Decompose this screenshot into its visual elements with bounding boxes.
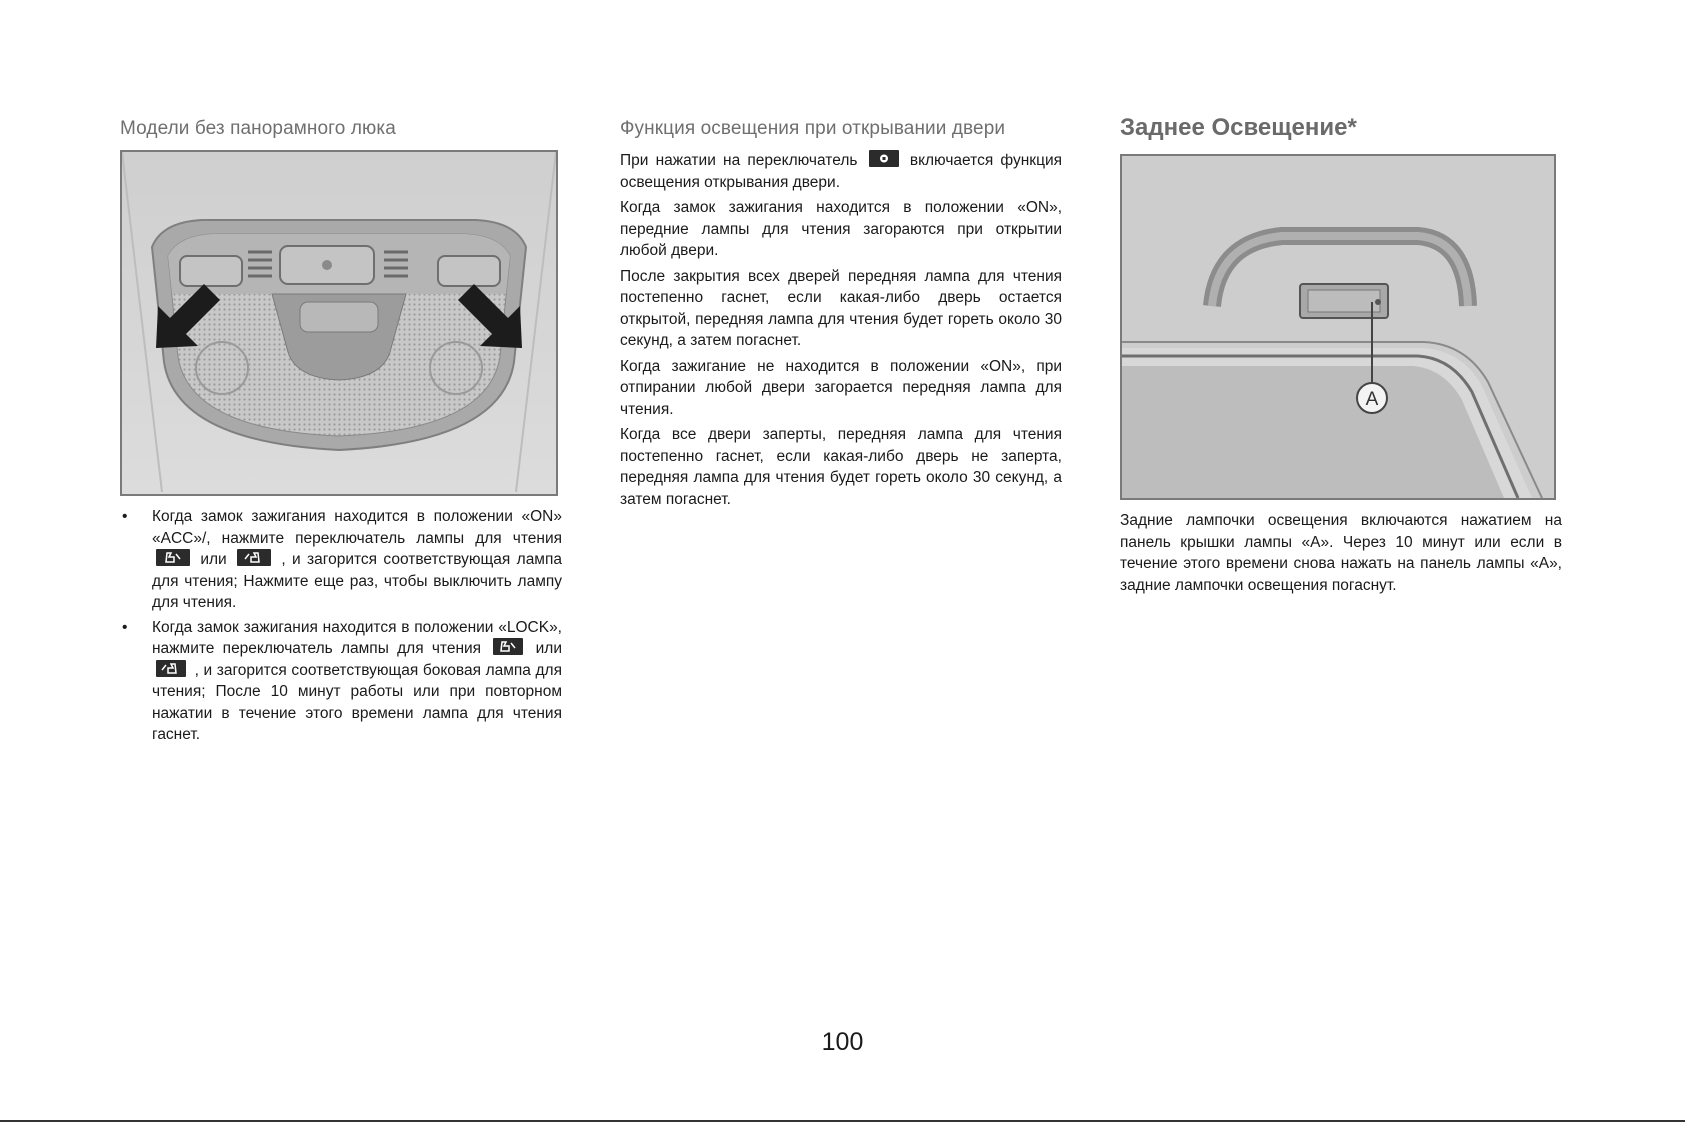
paragraph-ignition-on: Когда замок зажигания находится в положении «ON», передние лампы для чтения загораются при открытии любой двери. xyxy=(620,199,1062,259)
reading-lamp-right-icon xyxy=(237,549,271,566)
paragraph-door-switch xyxy=(620,150,1062,193)
rear-lamp-figure xyxy=(1120,154,1556,500)
bullet-item-lock xyxy=(120,617,562,746)
callout-label-a: A xyxy=(1365,389,1379,410)
paragraph-doors-closed: После закрытия всех дверей передняя лампа для чтения постепенно гаснет, если какая-либо дверь остается открытой, передняя лампа для чтения будет гореть около 30 секунд, а затем погаснет. xyxy=(620,267,1062,349)
bullet-1-text-a: Когда замок зажигания находится в положении «ON» «ACC»/, нажмите переключатель лампы для чтения xyxy=(152,508,562,547)
column-right xyxy=(1120,114,1562,600)
door-switch-text-a: При нажатии на переключатель xyxy=(620,152,858,169)
column-left xyxy=(120,118,562,749)
front-lamp-figure xyxy=(120,150,558,496)
section-heading-rear-light: Заднее Освещение* xyxy=(1120,114,1357,141)
section-heading-door-light: Функция освещения при открывании двери xyxy=(620,118,1006,139)
paragraph-rear-lamp: Задние лампочки освещения включаются нажатием на панель крышки лампы «A». Через 10 минут или если в течение этого времени снова нажать на панель лампы «A», задние лампочки освещения погаснут. xyxy=(1120,512,1562,594)
bullet-2-text-a: Когда замок зажигания находится в положении «LOCK», нажмите переключатель лампы для чтения xyxy=(152,618,562,657)
overhead-console-illustration xyxy=(122,152,556,494)
bullet-item-acc xyxy=(120,506,562,614)
page-number: 100 xyxy=(821,1028,864,1056)
reading-lamp-right-icon xyxy=(156,660,186,677)
bullet-mark: • xyxy=(122,618,128,636)
door-switch-text-b: включается функция освещения открывания двери. xyxy=(620,152,1062,191)
bullet-2-or: или xyxy=(535,640,562,657)
paragraph-doors-locked: Когда все двери заперты, передняя лампа для чтения постепенно гаснет, если какая-либо дверь не заперта, передняя лампа для чтения будет гореть около 30 секунд, а затем погаснет. xyxy=(620,426,1062,508)
bullet-2-text-b: , и загорится соответствующая боковая лампа для чтения; После 10 минут работы или при повторном нажатии в течение этого времени лампа для чтения гаснет. xyxy=(152,661,562,743)
bullet-list xyxy=(120,506,562,746)
section-heading-no-sunroof: Модели без панорамного люка xyxy=(120,118,396,139)
column-middle xyxy=(620,118,1062,514)
paragraph-ignition-off: Когда зажигание не находится в положении «ON», при отпирании любой двери загорается передняя лампа для чтения. xyxy=(620,357,1062,418)
reading-lamp-left-icon xyxy=(493,638,523,655)
bullet-mark: • xyxy=(122,508,128,525)
reading-lamp-left-icon xyxy=(156,549,190,566)
bullet-1-text-b: , и загорится соответствующая лампа для чтения; Нажмите еще раз, чтобы выключить лампу для чтения. xyxy=(152,551,562,611)
door-light-switch-icon xyxy=(869,150,899,167)
page-bottom-rule xyxy=(0,1120,1685,1122)
rear-lamp-illustration xyxy=(1122,156,1554,498)
bullet-1-or: или xyxy=(200,551,227,568)
